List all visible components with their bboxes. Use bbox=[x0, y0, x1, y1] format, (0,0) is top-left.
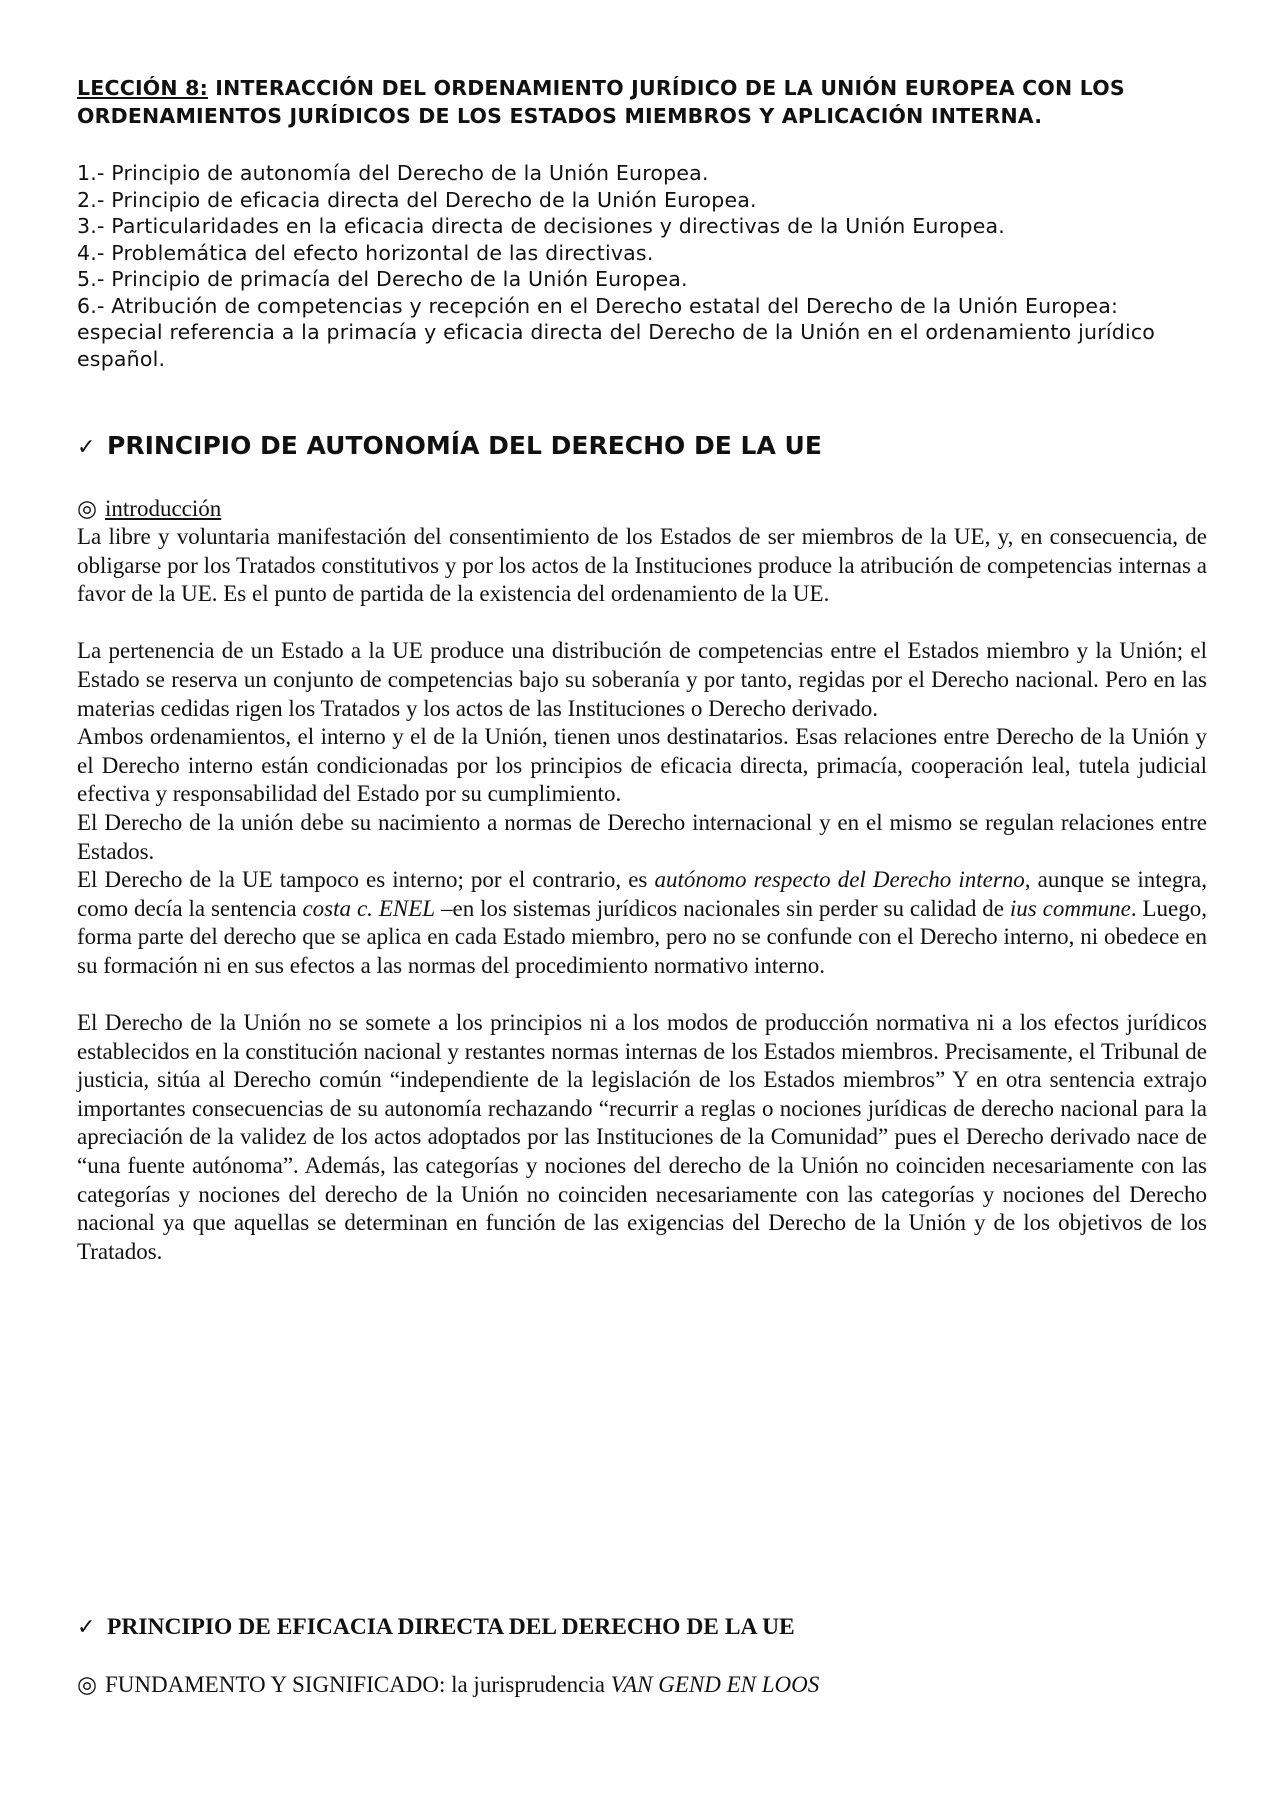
lesson-title-text: INTERACCIÓN DEL ORDENAMIENTO JURÍDICO DE LA UNIÓN EUROPEA CON LOS ORDENAMIENTOS JURÍDICOS DE LOS ESTADOS MIEMBROS Y APLICACIÓN INTERNA. bbox=[77, 76, 1125, 128]
section-heading-text: PRINCIPIO DE AUTONOMÍA DEL DERECHO DE LA UE bbox=[107, 431, 822, 460]
section-heading-autonomy bbox=[77, 430, 1207, 464]
table-of-contents bbox=[77, 160, 1207, 372]
check-icon: ✓ bbox=[77, 435, 96, 460]
toc-item: 2.- Principio de eficacia directa del Derecho de la Unión Europea. bbox=[77, 187, 757, 212]
subheading-introduccion bbox=[77, 494, 1207, 523]
lesson-title bbox=[77, 74, 1207, 130]
emphasis: ius commune bbox=[1009, 895, 1131, 921]
paragraph: Ambos ordenamientos, el interno y el de la Unión, tienen unos destinatarios. Esas relaciones entre Derecho de la Unión y el Derecho interno están condicionadas por los principios de eficacia directa, primacía, cooperación leal, tutela judicial efectiva y responsabilidad del Estado por su cumplimiento. bbox=[77, 724, 1207, 807]
subheading-emphasis: VAN GEND EN LOOS bbox=[610, 1672, 820, 1697]
subheading-text: FUNDAMENTO Y SIGNIFICADO: la jurisprudencia bbox=[105, 1672, 611, 1697]
toc-item: 6.- Atribución de competencias y recepción en el Derecho estatal del Derecho de la Unión Europea: especial referencia a la primacía y eficacia directa del Derecho de la Unión en el ordenamiento jurídico español. bbox=[77, 293, 1156, 371]
section-heading-text: PRINCIPIO DE EFICACIA DIRECTA DEL DERECHO DE LA UE bbox=[107, 1614, 795, 1640]
paragraph: La libre y voluntaria manifestación del consentimiento de los Estados de ser miembros de la UE, y, en consecuencia, de obligarse por los Tratados constitutivos y por los actos de la Instituciones produce la atribución de competencias internas a favor de la UE. Es el punto de partida de la existencia del ordenamiento de la UE. bbox=[77, 524, 1207, 607]
section-body bbox=[77, 523, 1207, 1266]
toc-item: 4.- Problemática del efecto horizontal de las directivas. bbox=[77, 240, 654, 265]
lesson-label: LECCIÓN 8: bbox=[77, 76, 208, 100]
paragraph: El Derecho de la Unión no se somete a los principios ni a los modos de producción normativa ni a los efectos jurídicos establecidos en la constitución nacional y restantes normas internas de los Estados miembros. Precisamente, el Tribunal de justicia, sitúa al Derecho común “independiente de la legislación de los Estados miembros” Y en otra sentencia extrajo importantes consecuencias de su autonomía rechazando “recurrir a reglas o nociones jurídicas de derecho nacional para la apreciación de la validez de los actos adoptados por las Instituciones de la Comunidad” pues el Derecho derivado nace de “una fuente autónoma”. Además, las categorías y nociones del derecho de la Unión no coinciden necesariamente con las categorías y nociones del derecho de la Unión no coinciden necesariamente con las categorías y nociones del Derecho nacional ya que aquellas se determinan en función de las exigencias del Derecho de la Unión y de los objetivos de los Tratados. bbox=[77, 1010, 1207, 1264]
document-page bbox=[77, 74, 1207, 1266]
check-icon: ✓ bbox=[77, 1614, 96, 1639]
bullseye-icon: ◎ bbox=[77, 496, 98, 521]
bullseye-icon: ◎ bbox=[77, 1672, 98, 1697]
subheading-text: introducción bbox=[105, 496, 222, 521]
subheading-fundamento bbox=[77, 1670, 1207, 1699]
emphasis: costa c. ENEL bbox=[302, 895, 436, 921]
paragraph: El Derecho de la UE tampoco es interno; por el contrario, es autónomo respecto del Derecho interno, aunque se integra, como decía la sentencia costa c. ENEL –en los sistemas jurídicos nacionales sin perder su calidad de ius commune. Luego, forma parte del derecho que se aplica en cada Estado miembro, pero no se confunde con el Derecho interno, ni obedece en su formación ni en sus efectos a las normas del procedimiento normativo interno. bbox=[77, 867, 1208, 978]
paragraph: La pertenencia de un Estado a la UE produce una distribución de competencias entre el Estados miembro y la Unión; el Estado se reserva un conjunto de competencias bajo su soberanía y por tanto, regidas por el Derecho nacional. Pero en las materias cedidas rigen los Tratados y los actos de las Instituciones o Derecho derivado. bbox=[77, 638, 1207, 721]
emphasis: autónomo respecto del Derecho interno, bbox=[654, 867, 1031, 893]
toc-item: 1.- Principio de autonomía del Derecho de la Unión Europea. bbox=[77, 161, 709, 185]
section-heading-direct-effect bbox=[77, 1612, 1207, 1642]
toc-item: 3.- Particularidades en la eficacia directa de decisiones y directivas de la Unión Europea. bbox=[77, 214, 1005, 238]
toc-item: 5.- Principio de primacía del Derecho de la Unión Europea. bbox=[77, 267, 688, 291]
paragraph: El Derecho de la unión debe su nacimiento a normas de Derecho internacional y en el mismo se regulan relaciones entre Estados. bbox=[77, 809, 1207, 864]
